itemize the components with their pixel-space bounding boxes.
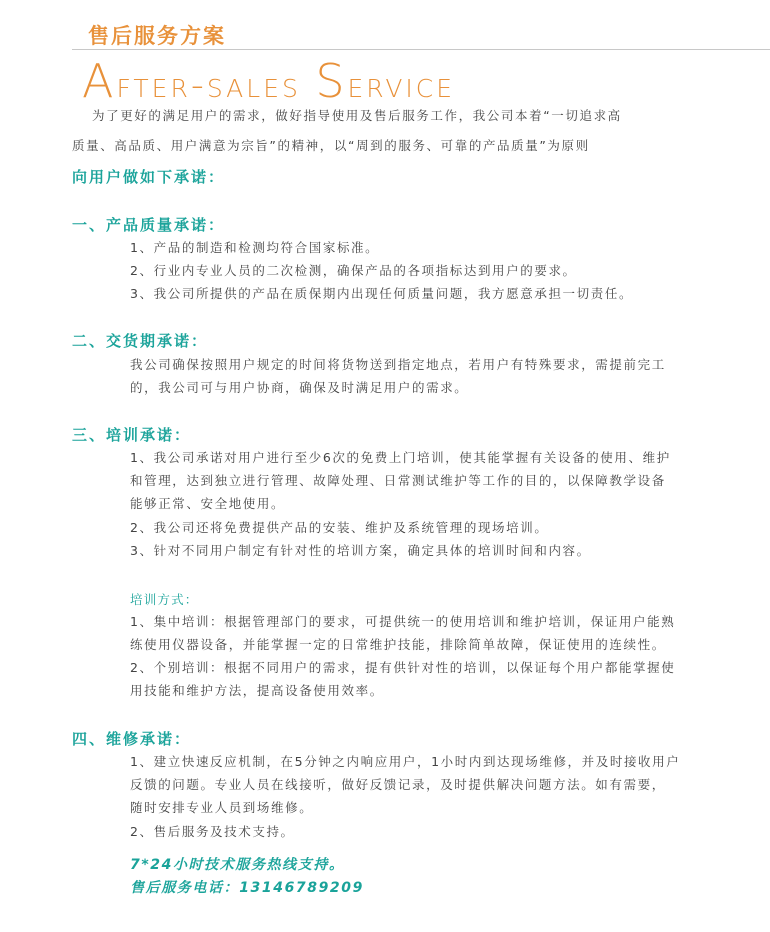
title-divider [72, 49, 770, 50]
training-mode-line-2: 练使用仪器设备，并能掌握一定的日常维护技能，排除简单故障，保证使用的连续性。 [130, 637, 666, 652]
hotline-text: 7*24小时技术服务热线支持。 [130, 857, 345, 873]
section-training-title: 三、培训承诺： [72, 426, 192, 444]
training-mode-line-3: 2、个别培训：根据不同用户的需求，提有供针对性的培训，以保证每个用户都能掌握使 [130, 660, 676, 675]
training-line-3: 能够正常、安全地使用。 [130, 496, 286, 511]
repair-line-4: 2、售后服务及技术支持。 [130, 824, 295, 839]
title-en-part-2: ervice [347, 65, 456, 106]
training-line-2: 和管理，达到独立进行管理、故障处理、日常测试维护等工作的目的，以保障教学设备 [130, 473, 666, 488]
quality-item-2: 2、行业内专业人员的二次检测，确保产品的各项指标达到用户的要求。 [130, 263, 577, 278]
quality-item-1: 1、产品的制造和检测均符合国家标准。 [130, 240, 380, 255]
repair-line-2: 反馈的问题。专业人员在线接听，做好反馈记录，及时提供解决问题方法。如有需要， [130, 777, 666, 792]
training-mode-line-4: 用技能和维护方法，提高设备使用效率。 [130, 683, 384, 698]
intro-line-2: 质量、高品质、用户满意为宗旨”的精神，以“周到的服务、可靠的产品质量”为原则 [72, 138, 590, 153]
repair-line-3: 随时安排专业人员到场维修。 [130, 800, 314, 815]
title-en-part-1: fter-sales [116, 65, 316, 106]
training-mode-line-1: 1、集中培训：根据管理部门的要求，可提供统一的使用培训和维护培训，保证用户能熟 [130, 614, 676, 629]
training-line-5: 3、针对不同用户制定有针对性的培训方案，确定具体的培训时间和内容。 [130, 543, 591, 558]
delivery-line-1: 我公司确保按照用户规定的时间将货物送到指定地点，若用户有特殊要求，需提前完工 [130, 357, 666, 372]
section-delivery-title: 二、交货期承诺： [72, 332, 209, 350]
section-quality-title: 一、产品质量承诺： [72, 216, 226, 234]
title-en-initial-s: S [315, 54, 348, 108]
page-title-cn: 售后服务方案 [88, 24, 226, 48]
delivery-line-2: 的，我公司可与用户协商，确保及时满足用户的需求。 [130, 380, 469, 395]
quality-item-3: 3、我公司所提供的产品在质保期内出现任何质量问题，我方愿意承担一切责任。 [130, 286, 634, 301]
training-mode-title: 培训方式： [130, 592, 199, 607]
training-line-1: 1、我公司承诺对用户进行至少6次的免费上门培训，使其能掌握有关设备的使用、维护 [130, 450, 671, 465]
intro-line-1: 为了更好的满足用户的需求，做好指导使用及售后服务工作，我公司本着“一切追求高 [92, 108, 622, 123]
page-title-en [82, 54, 455, 108]
title-en-initial-a: A [82, 54, 117, 108]
training-line-4: 2、我公司还将免费提供产品的安装、维护及系统管理的现场培训。 [130, 520, 549, 535]
phone-text: 售后服务电话：13146789209 [130, 880, 364, 896]
section-repair-title: 四、维修承诺： [72, 730, 192, 748]
repair-line-1: 1、建立快速反应机制，在5分钟之内响应用户，1小时内到达现场维修，并及时接收用户 [130, 754, 681, 769]
promise-heading: 向用户做如下承诺： [72, 168, 226, 186]
